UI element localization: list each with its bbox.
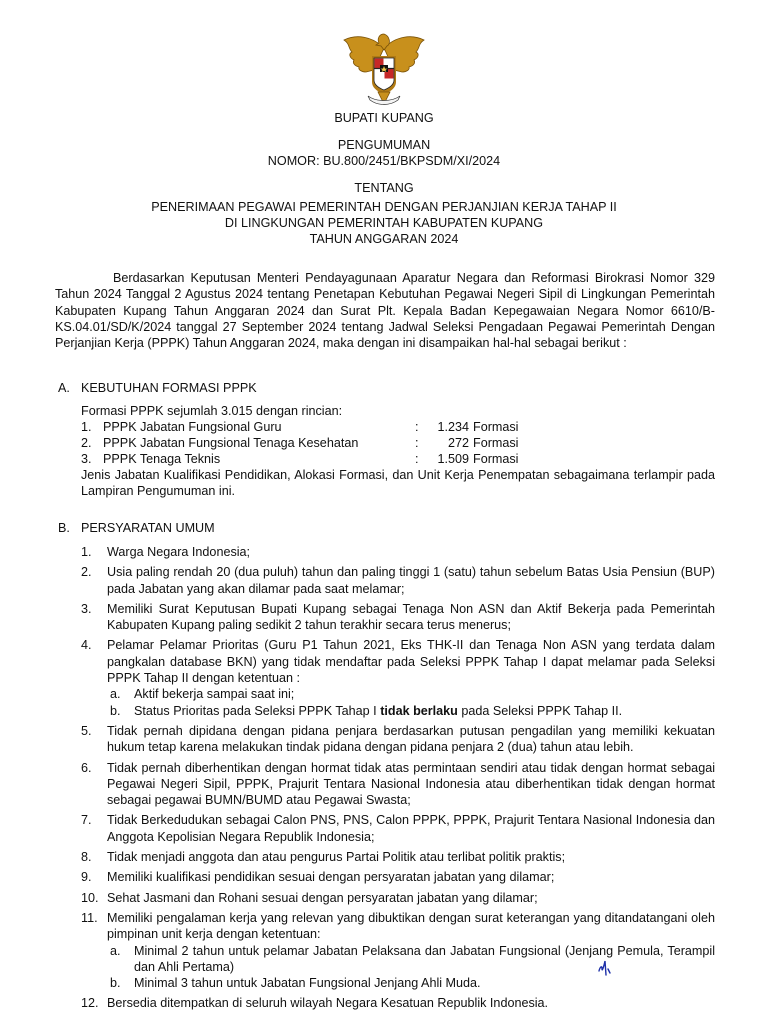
row-number: 2. <box>81 436 92 450</box>
sub-item-text: Minimal 2 tahun untuk pelamar Jabatan Pelaksana dan Jabatan Fungsional (Jenjang Pemula, Terampil dan Ahli Pertama) <box>134 943 715 974</box>
item-text: Bersedia ditempatkan di seluruh wilayah Negara Kesatuan Republik Indonesia. <box>107 996 549 1011</box>
requirements-list <box>81 544 715 1012</box>
sub-item-text: Minimal 3 tahun untuk Jabatan Fungsional Jenjang Ahli Muda. <box>134 976 481 991</box>
item-number: 2. <box>81 565 92 580</box>
document-type: PENGUMUMAN <box>337 138 431 152</box>
formasi-intro: Formasi PPPK sejumlah 3.015 dengan rincian: <box>81 404 343 418</box>
formasi-note: Jenis Jabatan Kualifikasi Pendidikan, Alokasi Formasi, dan Unit Kerja Penempatan sebagaimana terlampir pada Lampiran Pengumuman ini. <box>81 468 715 499</box>
formasi-row <box>81 435 519 451</box>
item-text: Memiliki pengalaman kerja yang relevan yang dibuktikan dengan surat keterangan yang ditandatangani oleh pimpinan unit kerja dengan ketentuan: <box>107 910 715 942</box>
sub-item-text-post: pada Seleksi PPPK Tahap II. <box>457 703 623 718</box>
section-title: KEBUTUHAN FORMASI PPPK <box>81 381 257 395</box>
list-item <box>81 601 715 634</box>
section-a-heading <box>58 380 257 396</box>
regent-title: BUPATI KUPANG <box>334 111 434 125</box>
item-number: 1. <box>81 545 92 559</box>
sub-item <box>107 686 715 702</box>
list-item <box>81 544 715 560</box>
section-title: PERSYARATAN UMUM <box>81 521 215 535</box>
sub-item <box>107 975 715 991</box>
item-number: 7. <box>81 813 92 828</box>
sub-item-letter: b. <box>110 703 121 718</box>
item-text: Sehat Jasmani dan Rohani sesuai dengan persyaratan jabatan yang dilamar; <box>107 890 538 905</box>
sub-item-text: Aktif bekerja sampai saat ini; <box>134 687 295 702</box>
item-text: Warga Negara Indonesia; <box>107 545 251 559</box>
item-text: Tidak pernah dipidana dengan pidana penjara berdasarkan putusan pengadilan yang memiliki kekuatan hukum tetap karena melakukan tindak pidana dengan pidana penjara 2 (dua) tahun atau lebih. <box>107 723 715 755</box>
section-b-heading <box>58 520 215 536</box>
row-colon: : <box>415 452 419 466</box>
garuda-emblem-icon <box>338 30 430 112</box>
list-item <box>81 995 715 1011</box>
row-value: 1.509 <box>437 452 469 466</box>
title-line-2: DI LINGKUNGAN PEMERINTAH KABUPATEN KUPANG <box>224 216 544 230</box>
row-unit: Formasi <box>473 420 519 434</box>
list-item <box>81 760 715 809</box>
item-number: 4. <box>81 638 92 653</box>
list-item <box>81 637 715 718</box>
item-number: 5. <box>81 723 92 738</box>
paraf-icon <box>596 957 612 977</box>
item-number: 10. <box>81 890 99 905</box>
item-text: Memiliki kualifikasi pendidikan sesuai dengan persyaratan jabatan yang dilamar; <box>107 870 555 885</box>
item-text: Tidak pernah diberhentikan dengan hormat tidak atas permintaan sendiri atau tidak dengan hormat sebagai Pegawai Negeri Sipil, PPPK, Prajurit Tentara Nasional Indonesia atau diberhentikan tidak dengan hormat sebagai pegawai BUMN/BUMD atau Pegawai Swasta; <box>107 760 715 808</box>
formasi-row <box>81 451 519 467</box>
row-colon: : <box>415 420 419 434</box>
list-item <box>81 723 715 756</box>
document-number: NOMOR: BU.800/2451/BKPSDM/XI/2024 <box>267 154 501 168</box>
item-number: 6. <box>81 760 92 775</box>
row-number: 1. <box>81 420 92 434</box>
row-colon: : <box>415 436 419 450</box>
item-text: Tidak Berkedudukan sebagai Calon PNS, PNS, Calon PPPK, PPPK, Prajurit Tentara Nasional Indonesia dan Anggota Kepolisian Negara Republik Indonesia; <box>107 813 715 844</box>
title-line-3: TAHUN ANGGARAN 2024 <box>309 232 459 246</box>
row-unit: Formasi <box>473 436 519 450</box>
section-letter: B. <box>58 521 70 535</box>
item-text: Memiliki Surat Keputusan Bupati Kupang sebagai Tenaga Non ASN dan Aktif Bekerja pada Pemerintah Kabupaten Kupang paling sedikit 2 tahun terakhir secara terus menerus; <box>107 601 715 633</box>
sub-item-letter: a. <box>110 687 121 702</box>
list-item <box>81 869 715 885</box>
item-number: 9. <box>81 870 92 885</box>
sub-item-text-pre: Status Prioritas pada Seleksi PPPK Tahap I <box>134 703 381 718</box>
item-text: Usia paling rendah 20 (dua puluh) tahun dan paling tinggi 1 (satu) tahun sebelum Batas Usia Pensiun (BUP) pada Jabatan yang akan dilamar pada saat melamar; <box>107 565 715 596</box>
list-item <box>81 910 715 991</box>
row-value: 1.234 <box>437 420 469 434</box>
about-label: TENTANG <box>354 181 414 195</box>
list-item <box>81 849 715 865</box>
item-number: 3. <box>81 601 92 616</box>
row-label: PPPK Jabatan Fungsional Tenaga Kesehatan <box>103 436 359 450</box>
sub-item <box>107 703 715 719</box>
sub-item <box>107 943 715 976</box>
item-number: 8. <box>81 850 92 865</box>
row-value: 272 <box>447 436 469 450</box>
list-item <box>81 564 715 597</box>
intro-paragraph: Berdasarkan Keputusan Menteri Pendayagunaan Aparatur Negara dan Reformasi Birokrasi Nomor 329 Tahun 2024 Tanggal 2 Agustus 2024 tentang Penetapan Kebutuhan Pegawai Negeri Sipil di Lingkungan Pemerintah Kabupaten Kupang Tahun Anggaran 2024 dan Surat Plt. Kepala Badan Kepegawaian Negara Nomor 6610/B-KS.04.01/SD/K/2024 tanggal 27 September 2024 tentang Jadwal Seleksi Pengadaan Pegawai Pemerintah Dengan Perjanjian Kerja (PPPK) Tahun Anggaran 2024, maka dengan ini disampaikan hal-hal sebagai berikut : <box>55 271 715 351</box>
row-number: 3. <box>81 452 92 466</box>
title-line-1: PENERIMAAN PEGAWAI PEMERINTAH DENGAN PERJANJIAN KERJA TAHAP II <box>151 200 617 214</box>
section-letter: A. <box>58 381 70 395</box>
formasi-row <box>81 419 519 435</box>
item-number: 11. <box>81 910 98 925</box>
list-item <box>81 812 715 845</box>
row-label: PPPK Jabatan Fungsional Guru <box>103 420 282 434</box>
item-text: Tidak menjadi anggota dan atau pengurus Partai Politik atau terlibat politik praktis; <box>107 850 566 865</box>
item-text: Pelamar Pelamar Prioritas (Guru P1 Tahun 2021, Eks THK-II dan Tenaga Non ASN yang terdata dalam pangkalan database BKN) yang tidak mendaftar pada Seleksi PPPK Tahap I dapat melamar pada Seleksi PPPK Tahap II dengan ketentuan : <box>107 638 715 686</box>
row-label: PPPK Tenaga Teknis <box>103 452 221 466</box>
row-unit: Formasi <box>473 452 519 466</box>
item-number: 12. <box>81 996 99 1011</box>
sub-item-letter: b. <box>110 976 121 991</box>
list-item <box>81 890 715 906</box>
sub-item-text-bold: tidak berlaku <box>380 703 458 718</box>
sub-item-letter: a. <box>110 943 121 958</box>
